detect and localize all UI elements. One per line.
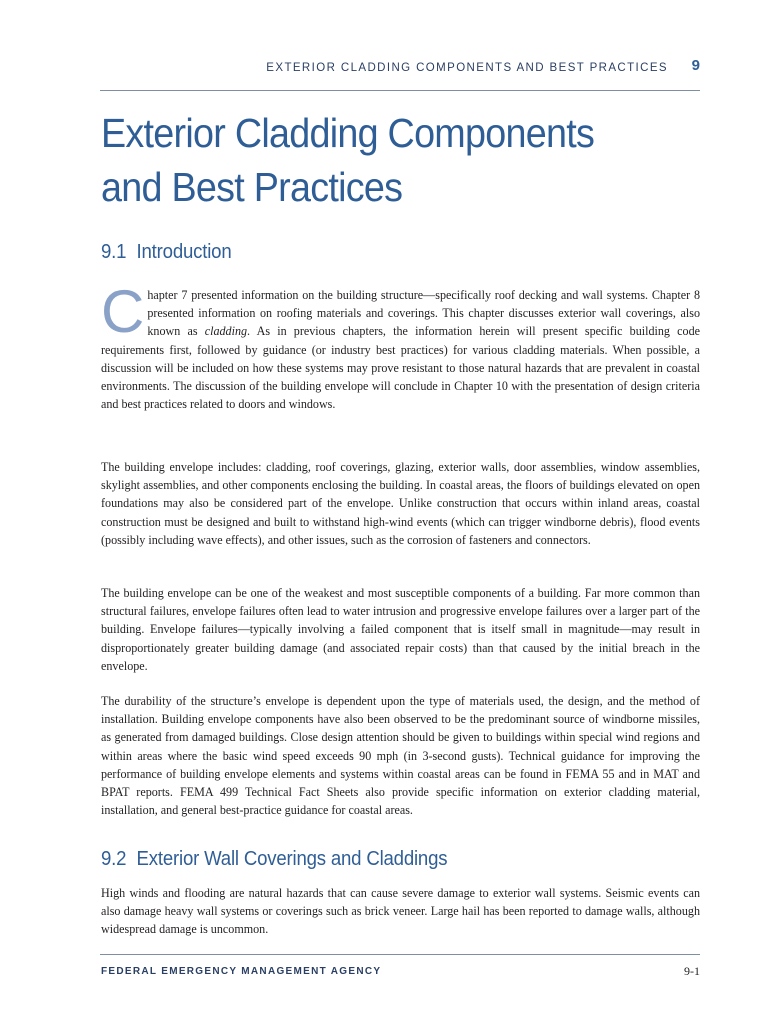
section-heading-wall-coverings bbox=[101, 848, 447, 871]
page-number: 9-1 bbox=[684, 964, 700, 978]
section-title: Introduction bbox=[136, 241, 232, 263]
footer-agency: FEDERAL EMERGENCY MANAGEMENT AGENCY bbox=[101, 966, 382, 977]
section-title: Exterior Wall Coverings and Claddings bbox=[136, 848, 448, 870]
header-rule bbox=[100, 90, 700, 91]
section-heading-introduction bbox=[101, 241, 232, 264]
drop-cap: C bbox=[101, 278, 145, 345]
chapter-title-line-1: Exterior Cladding Components bbox=[101, 110, 595, 156]
section-number: 9.2 bbox=[101, 848, 127, 870]
intro-paragraph-1-text: hapter 7 presented information on the building structure—specifically roof decking and wall systems. Chapter 8 presented information on roofing materials and coverings. This chapter discusses exterior wall coverings, also known as bbox=[147, 288, 700, 339]
chapter-title-line-2: and Best Practices bbox=[101, 164, 403, 210]
intro-paragraph-2: The building envelope includes: cladding, roof coverings, glazing, exterior walls, door assemblies, window assemblies, skylight assemblies, and other components enclosing the building. In coastal areas, the floors of buildings elevated on open foundations may also be considered part of the envelope. Unlike construction that occurs within inland areas, coastal construction must be designed and built to withstand high-wind events (which can trigger windborne debris), flood events (possibly including wave effects), and other issues, such as the corrosion of fasteners and connectors. bbox=[101, 460, 700, 547]
section-number: 9.1 bbox=[101, 241, 127, 263]
intro-paragraph-1-text-end: . As in previous chapters, the information herein will present specific building code requirements first, followed by guidance (or industry best practices) for various cladding materials. When possible, a discussion will be included on how these systems may prove resistant to those natural hazards that are prevalent in coastal environments. The discussion of the building envelope will conclude in Chapter 10 with the presentation of design criteria and best practices related to doors and windows. bbox=[101, 324, 700, 412]
page-header bbox=[100, 59, 700, 91]
cladding-term: cladding bbox=[204, 324, 248, 339]
footer-rule bbox=[100, 954, 700, 955]
intro-paragraph-4: The durability of the structure’s envelope is dependent upon the type of materials used, the design, and the method of installation. Building envelope components have also been observed to be the predominant source of windborne missiles, as generated from damaged buildings. Close design attention should be given to buildings within special wind regions and within areas where the basic wind speed exceeds 90 mph (in 3-second gusts). Technical guidance for improving the performance of building envelope elements and systems within coastal areas can be found in FEMA 55 and in MAT and BPAT reports. FEMA 499 Technical Fact Sheets also provide specific information on exterior cladding material, installation, and general best-practice guidance for coastal areas. bbox=[101, 694, 700, 818]
chapter-title bbox=[101, 106, 662, 214]
running-title: EXTERIOR CLADDING COMPONENTS AND BEST PRACTICES bbox=[266, 62, 668, 74]
intro-paragraph-1 bbox=[101, 278, 700, 413]
chapter-number: 9 bbox=[691, 57, 700, 74]
intro-paragraph-3: The building envelope can be one of the weakest and most susceptible components of a building. Far more common than structural failures, envelope failures often lead to water intrusion and progressive envelope failures over a larger part of the building. Envelope failures—typically involving a failed component that is itself small in magnitude—may result in disproportionately greater building damage (and associated repair costs) than that caused by the initial breach in the envelope. bbox=[101, 586, 700, 673]
wall-coverings-paragraph-1: High winds and flooding are natural hazards that can cause severe damage to exterior wall systems. Seismic events can also damage heavy wall systems or coverings such as brick veneer. Large hail has been reported to damage walls, although widespread damage is uncommon. bbox=[101, 886, 700, 937]
